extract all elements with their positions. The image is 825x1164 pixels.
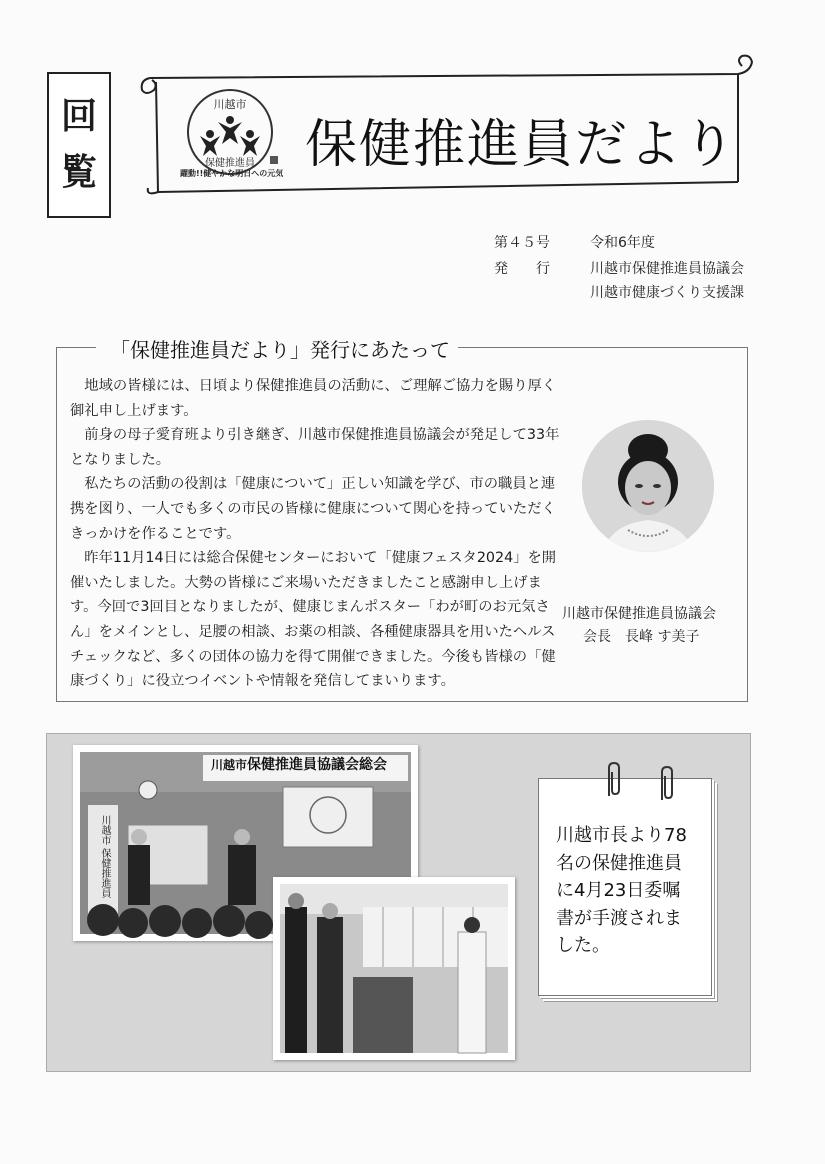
publisher-org-2: 川越市健康づくり支援課: [590, 285, 744, 301]
article-paragraph: 前身の母子愛育班より引き継ぎ、川越市保健推進員協議会が発足して33年となりました。: [70, 427, 560, 468]
ceremony-photo-image: [273, 877, 515, 1060]
article-heading: 「保健推進員だより」発行にあたって: [104, 334, 456, 363]
frame-top-line-right: [458, 347, 747, 348]
paper-clip-icon: [656, 764, 678, 804]
logo-slogan: 躍動!!健やかな明日への元気: [180, 169, 284, 178]
circulation-char-2: 覧: [60, 152, 97, 193]
frame-top-line-left: [56, 347, 96, 348]
circulation-char-1: 回: [60, 96, 97, 137]
publisher-org-1: 川越市保健推進員協議会: [590, 261, 744, 277]
meeting-banner-rest: 保健推進員協議会総会: [247, 757, 388, 773]
appointment-caption: 川越市長より78名の保健推進員に4月23日委嘱書が手渡されました。: [556, 825, 687, 956]
article-body: [70, 374, 560, 694]
newsletter-title: 保健推進員だより: [305, 115, 738, 175]
photo-flag-text: 川越市 保健推進員: [99, 815, 110, 899]
article-paragraph: 地域の皆様には、日頃より保健推進員の活動に、ご理解ご協力を賜り厚く御礼申し上げます。: [70, 378, 557, 419]
logo-icon: [180, 86, 292, 196]
portrait-caption-name: 会長 長峰 す美子: [583, 629, 700, 645]
portrait-caption-org: 川越市保健推進員協議会: [562, 606, 716, 622]
issue-number: 第４５号: [494, 235, 550, 251]
svg-text:川越市: 川越市: [213, 98, 247, 111]
meeting-banner-city: 川越市: [211, 758, 248, 772]
issue-year: 令和6年度: [590, 235, 655, 251]
appointment-ceremony-photo: [273, 877, 515, 1060]
health-promoter-logo: [180, 86, 292, 196]
publisher-label: 発 行: [494, 261, 550, 277]
circulation-stamp: [47, 72, 111, 218]
article-paragraph: 私たちの活動の役割は「健康について」正しい知識を学び、市の職員と連携を図り、一人でも多くの市民の皆様に健康について関心を持っていただくきっかけを作ることです。: [70, 476, 556, 542]
svg-text:保健推進員: 保健推進員: [205, 158, 255, 169]
chairperson-portrait: [582, 420, 714, 552]
paper-clip-icon: [603, 760, 625, 800]
article-paragraph: 昨年11月14日には総合保健センターにおいて「健康フェスタ2024」を開催いたしました。大勢の皆様にご来場いただきましたこと感謝申し上げます。今回で3回目となりましたが、健康じまんポスター「わが町のお元気さん」をメインとし、足腰の相談、お薬の相談、各種健康器具を用いたヘルスチェックなど、多くの団体の協力を得て開催できました。今後も皆様の「健康づくり」に役立つイベントや情報を発信してまいります。: [70, 550, 557, 690]
portrait-image: [582, 420, 714, 552]
meeting-banner-text: [211, 754, 387, 774]
